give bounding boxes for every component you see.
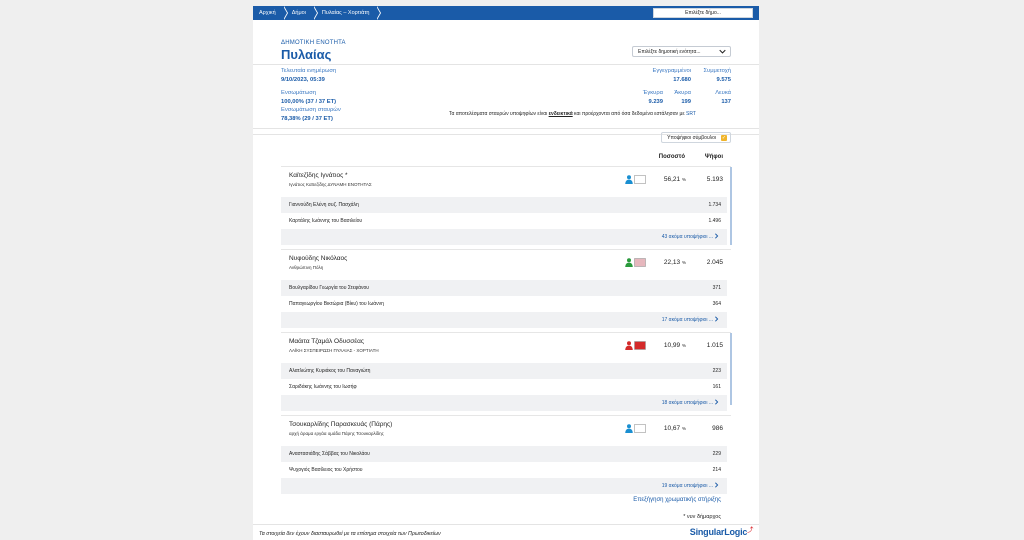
councillor-row <box>281 213 727 229</box>
stats-panel <box>253 65 759 135</box>
candidate-percent-value: 10,67 <box>663 425 681 432</box>
more-candidates-label: 19 ακόμα υποψήφιοι ... <box>661 483 713 489</box>
councillor-name: Γιαννούδη Ελένη συζ. Πασχάλη <box>289 202 359 208</box>
candidate-votes: 986 <box>712 425 723 432</box>
candidate-party: Ανθρώπινη Πόλη <box>289 265 324 270</box>
color-support-explanation-link[interactable]: Επεξήγηση χρωματικής στήριξης <box>633 497 721 503</box>
councillor-name: Αναστασιάδης Σάββας του Νικολάου <box>289 451 370 457</box>
chevron-down-icon <box>719 48 726 57</box>
valid-label: Έγκυρα <box>642 90 663 96</box>
chevron-right-icon <box>714 233 719 241</box>
candidate-percent-value: 56,21 <box>663 176 681 183</box>
councillor-row <box>281 280 727 296</box>
councillor-votes: 161 <box>712 384 721 390</box>
valid-value: 9.239 <box>648 99 663 105</box>
blank-label: Λευκά <box>715 90 731 96</box>
candidate-percent <box>664 425 686 432</box>
breadcrumb-home[interactable]: Αρχική <box>253 6 283 20</box>
checkbox-checked-icon[interactable]: ✓ <box>721 135 727 141</box>
municipality-select[interactable]: Επιλέξτε δήμο... <box>653 8 753 18</box>
councillor-row <box>281 363 727 379</box>
candidate-support-icon <box>625 424 647 435</box>
councillor-row <box>281 446 727 462</box>
breadcrumb-current[interactable]: Πυλαίας – Χορτιάτη <box>313 6 377 20</box>
candidate-name: Τσουκαρλίδης Παρασκευάς (Πάρης) <box>289 421 393 428</box>
candidate-party: Ιγνάτιος Καϊτεζίδης ΔΥΝΑΜΗ ΕΝΟΤΗΤΑΣ <box>289 182 372 187</box>
updated-value: 9/10/2023, 05:39 <box>281 77 325 83</box>
councillor-votes: 229 <box>712 451 721 457</box>
unit-select[interactable] <box>632 46 731 57</box>
divider <box>253 128 759 129</box>
logo-text: Singular <box>689 527 725 537</box>
column-header-votes: Ψήφοι <box>704 154 723 160</box>
unit-header <box>253 20 759 65</box>
station-integration-value: 78,38% (29 / 37 ΕΤ) <box>281 116 333 122</box>
chevron-right-icon <box>714 399 719 407</box>
candidate-votes: 5.193 <box>706 176 723 183</box>
councillor-votes: 364 <box>712 301 721 307</box>
councillor-name: Καρτάλης Ιωάννης του Βασιλείου <box>289 218 363 224</box>
srt-notice <box>449 111 696 117</box>
singularlogic-logo <box>690 527 753 537</box>
breadcrumb-municipalities[interactable]: Δήμοι <box>283 6 313 20</box>
more-candidates-label: 17 ακόμα υποψήφιοι ... <box>661 317 713 323</box>
card-accent-bar <box>730 167 732 245</box>
divider <box>253 524 759 525</box>
turnout-value: 9.575 <box>716 77 731 83</box>
councillors-toggle[interactable] <box>661 132 731 143</box>
candidate-name: Καϊτεζίδης Ιγνάτιος * <box>289 172 348 179</box>
percent-unit: % <box>681 260 686 265</box>
councillor-votes: 1.734 <box>708 202 721 208</box>
candidate-support-icon <box>625 258 647 269</box>
more-candidates-link[interactable] <box>281 395 727 411</box>
percent-unit: % <box>681 343 686 348</box>
turnout-label: Συμμετοχή <box>703 68 731 74</box>
candidate-percent <box>664 176 686 183</box>
councillor-row <box>281 197 727 213</box>
results-page <box>253 6 759 540</box>
candidate-percent <box>664 342 686 349</box>
top-navigation <box>253 6 759 20</box>
card-accent-bar <box>730 333 732 405</box>
invalid-label: Άκυρα <box>674 90 691 96</box>
unit-select-value: Επιλέξτε δημοτική ενότητα... <box>638 48 701 55</box>
page-title: Πυλαίας <box>281 47 332 62</box>
more-candidates-link[interactable] <box>281 229 727 245</box>
disclaimer: Τα στοιχεία δεν έχουν διασταυρωθεί με τα επίσημα στοιχεία των Πρωτοδικείων <box>259 531 441 537</box>
candidate-party: αρχή άραμα εργάα ομάδα Πάρης Τσουκαρλίδης <box>289 431 384 436</box>
councillor-row <box>281 379 727 395</box>
candidate-party: ΛΑΪΚΗ ΣΥΣΠΕΙΡΩΣΗ ΠΥΛΑΙΑΣ - ΧΟΡΤΙΑΤΗ <box>289 348 379 353</box>
logo-text-2: Logic <box>724 527 748 537</box>
more-candidates-label: 18 ακόμα υποψήφιοι ... <box>661 400 713 406</box>
more-candidates-link[interactable] <box>281 312 727 328</box>
councillor-votes: 371 <box>712 285 721 291</box>
more-candidates-link[interactable] <box>281 478 727 494</box>
srt-link[interactable]: SRT <box>685 111 696 117</box>
updated-label: Τελευταία ενημέρωση <box>281 68 337 74</box>
councillor-votes: 214 <box>712 467 721 473</box>
srt-notice-text: Τα αποτελέσματα σταυρών υποψηφίων είναι <box>449 111 549 117</box>
councillor-name: Ψυχογιός Βασίλειος του Χρήστου <box>289 467 363 473</box>
unit-label: ΔΗΜΟΤΙΚΗ ΕΝΟΤΗΤΑ <box>281 40 346 46</box>
column-header-percent: Ποσοστό <box>658 154 685 160</box>
candidate-card[interactable] <box>281 249 731 329</box>
councillor-votes: 1.496 <box>708 218 721 224</box>
registered-label: Εγγεγραμμένοι <box>652 68 691 74</box>
logo-mark-icon: ⤴ <box>747 528 753 534</box>
integration-label: Ενσωμάτωση <box>281 90 317 96</box>
candidate-support-icon <box>625 341 647 352</box>
integration-value: 100,00% (37 / 37 ΕΤ) <box>281 99 337 105</box>
station-integration-label: Ενσωμάτωση σταυρών <box>281 107 341 113</box>
chevron-right-icon <box>714 316 719 324</box>
more-candidates-label: 43 ακόμα υποψήφιοι ... <box>661 234 713 240</box>
blank-value: 137 <box>721 99 731 105</box>
srt-notice-text2: και προέρχονται από όσα δεδομένα εστάλησαν με <box>572 111 686 117</box>
incumbent-note: * νυν δήμαρχος <box>683 514 721 520</box>
candidate-percent-value: 22,13 <box>663 259 681 266</box>
candidate-support-icon <box>625 175 647 186</box>
candidate-card[interactable] <box>281 332 731 412</box>
candidate-card[interactable] <box>281 166 731 246</box>
candidate-percent <box>664 259 686 266</box>
councillor-votes: 223 <box>712 368 721 374</box>
registered-value: 17.680 <box>673 77 691 83</box>
candidate-card[interactable] <box>281 415 731 495</box>
councillor-name: Βουλγαρίδου Γεωργία του Στεφάνου <box>289 285 370 291</box>
invalid-value: 199 <box>681 99 691 105</box>
councillors-toggle-label: Υποψήφιοι σύμβουλοι <box>667 134 716 141</box>
candidate-name: Νυφούδης Νικόλαος <box>289 255 348 262</box>
candidate-votes: 2.045 <box>706 259 723 266</box>
candidate-votes: 1.015 <box>706 342 723 349</box>
chevron-right-icon <box>714 482 719 490</box>
percent-unit: % <box>681 426 686 431</box>
candidate-percent-value: 10,99 <box>663 342 681 349</box>
councillor-name: Παπαγεωργίου Βικτώρια (Βίκυ) του Ιωάννη <box>289 301 384 307</box>
percent-unit: % <box>681 177 686 182</box>
councillor-name: Σαριδάκης Ιωάννης του Ιωσήφ <box>289 384 357 390</box>
councillor-name: Αλατλιώτης Κυριάκος του Παναγιώτη <box>289 368 371 374</box>
candidate-name: Μαάιτα Τζαμάλ Οδυσσέας <box>289 338 365 345</box>
councillor-row <box>281 462 727 478</box>
srt-notice-bold: ενδεικτικά <box>548 111 573 117</box>
councillor-row <box>281 296 727 312</box>
